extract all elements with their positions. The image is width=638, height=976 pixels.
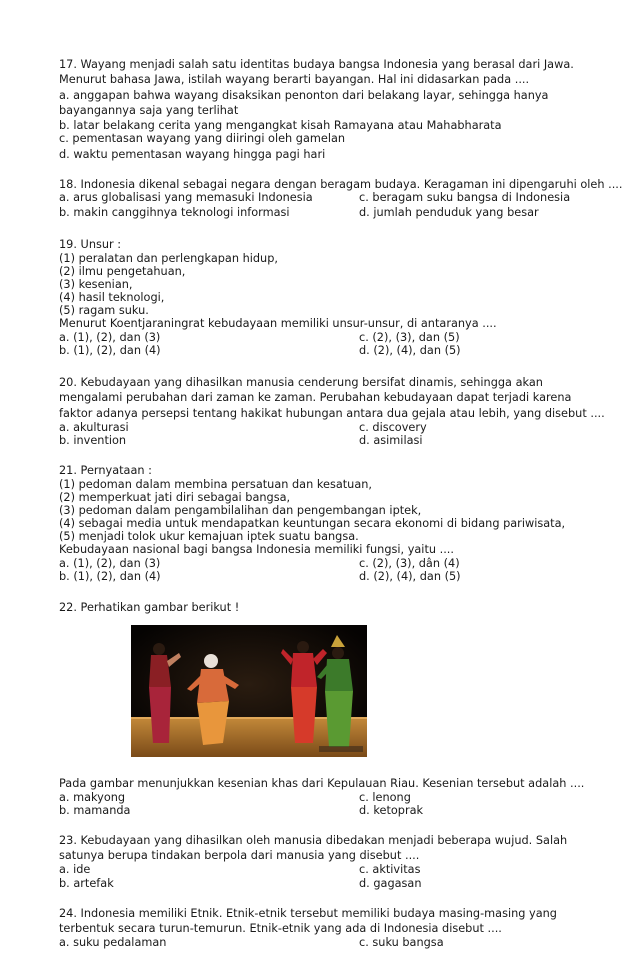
q19-item-3: (3) kesenian, [59, 278, 133, 291]
q22-option-a: a. makyong [59, 791, 126, 804]
q19-stem: 19. Unsur : [59, 238, 122, 251]
q21-option-c: c. (2), (3), dân (4) [359, 557, 460, 570]
q17-option-a-line-1: a. anggapan bahwa wayang disaksikan penonton dari belakang layar, sehingga hanya [59, 89, 549, 102]
q22-option-b: b. mamanda [59, 804, 131, 817]
q19-option-a: a. (1), (2), dan (3) [59, 331, 161, 344]
q19-item-1: (1) peralatan dan perlengkapan hidup, [59, 252, 278, 265]
q21-option-a: a. (1), (2), dan (3) [59, 557, 161, 570]
q17-option-d: d. waktu pementasan wayang hingga pagi hari [59, 148, 326, 161]
q21-stem: 21. Pernyataan : [59, 464, 152, 477]
q21-question: Kebudayaan nasional bagi bangsa Indonesia memiliki fungsi, yaitu .... [59, 543, 454, 556]
q20-option-d: d. asimilasi [359, 434, 423, 447]
stage-performance-photo [131, 625, 367, 757]
q23-option-c: c. aktivitas [359, 863, 421, 876]
q21-item-4: (4) sebagai media untuk mendapatkan keuntungan secara ekonomi di bidang pariwisata, [59, 517, 566, 530]
q20-stem-line-2: mengalami perubahan dari zaman ke zaman. Perubahan kebudayaan dapat terjadi karena [59, 391, 572, 404]
q20-option-a: a. akulturasi [59, 421, 129, 434]
q18-option-a: a. arus globalisasi yang memasuki Indonesia [59, 191, 313, 204]
q21-item-3: (3) pedoman dalam pengambilalihan dan pengembangan iptek, [59, 504, 422, 517]
q19-option-b: b. (1), (2), dan (4) [59, 344, 161, 357]
q22-question: Pada gambar menunjukkan kesenian khas dari Kepulauan Riau. Kesenian tersebut adalah .... [59, 777, 585, 790]
q22-option-d: d. ketoprak [359, 804, 424, 817]
q24-stem-line-2: terbentuk secara turun-temurun. Etnik-etnik yang ada di Indonesia disebut .... [59, 922, 502, 935]
q19-item-4: (4) hasil teknologi, [59, 291, 165, 304]
stage-performance-photo-icon [131, 625, 367, 757]
q24-stem-line-1: 24. Indonesia memiliki Etnik. Etnik-etnik tersebut memiliki budaya masing-masing yang [59, 907, 557, 920]
q17-option-c: c. pementasan wayang yang diiringi oleh gamelan [59, 132, 346, 145]
q20-option-c: c. discovery [359, 421, 427, 434]
q18-stem: 18. Indonesia dikenal sebagai negara dengan beragam budaya. Keragaman ini dipengaruhi oleh .... [59, 178, 623, 191]
q23-option-d: d. gagasan [359, 877, 422, 890]
q21-option-b: b. (1), (2), dan (4) [59, 570, 161, 583]
q19-question: Menurut Koentjaraningrat kebudayaan memiliki unsur-unsur, di antaranya .... [59, 317, 497, 330]
q21-item-1: (1) pedoman dalam membina persatuan dan kesatuan, [59, 478, 373, 491]
q17-stem-line-1: 17. Wayang menjadi salah satu identitas budaya bangsa Indonesia yang berasal dari Jawa. [59, 58, 574, 71]
q17-stem-line-2: Menurut bahasa Jawa, istilah wayang berarti bayangan. Hal ini didasarkan pada .... [59, 73, 530, 86]
q17-option-b: b. latar belakang cerita yang mengangkat kisah Ramayana atau Mahabharata [59, 119, 502, 132]
q18-option-d: d. jumlah penduduk yang besar [359, 206, 539, 219]
q21-item-5: (5) menjadi tolok ukur kemajuan iptek suatu bangsa. [59, 530, 359, 543]
q22-stem: 22. Perhatikan gambar berikut ! [59, 601, 240, 614]
q19-option-d: d. (2), (4), dan (5) [359, 344, 461, 357]
q22-option-c: c. lenong [359, 791, 411, 804]
q18-option-c: c. beragam suku bangsa di Indonesia [359, 191, 571, 204]
q23-stem-line-2: satunya berupa tindakan berpola dari manusia yang disebut .... [59, 849, 420, 862]
q23-stem-line-1: 23. Kebudayaan yang dihasilkan oleh manusia dibedakan menjadi beberapa wujud. Salah [59, 834, 568, 847]
q23-option-b: b. artefak [59, 877, 114, 890]
q19-item-5: (5) ragam suku. [59, 304, 149, 317]
q17-option-a-line-2: bayangannya saja yang terlihat [59, 104, 239, 117]
q18-option-b: b. makin canggihnya teknologi informasi [59, 206, 290, 219]
q20-option-b: b. invention [59, 434, 127, 447]
q19-item-2: (2) ilmu pengetahuan, [59, 265, 186, 278]
q24-option-a: a. suku pedalaman [59, 936, 167, 949]
q21-option-d: d. (2), (4), dan (5) [359, 570, 461, 583]
q21-item-2: (2) memperkuat jati diri sebagai bangsa, [59, 491, 291, 504]
q23-option-a: a. ide [59, 863, 91, 876]
q20-stem-line-1: 20. Kebudayaan yang dihasilkan manusia cenderung bersifat dinamis, sehingga akan [59, 376, 543, 389]
q20-stem-line-3: faktor adanya persepsi tentang hakikat hubungan antara dua gejala atau lebih, yang disebut .... [59, 407, 605, 420]
q19-option-c: c. (2), (3), dan (5) [359, 331, 460, 344]
q24-option-c: c. suku bangsa [359, 936, 444, 949]
